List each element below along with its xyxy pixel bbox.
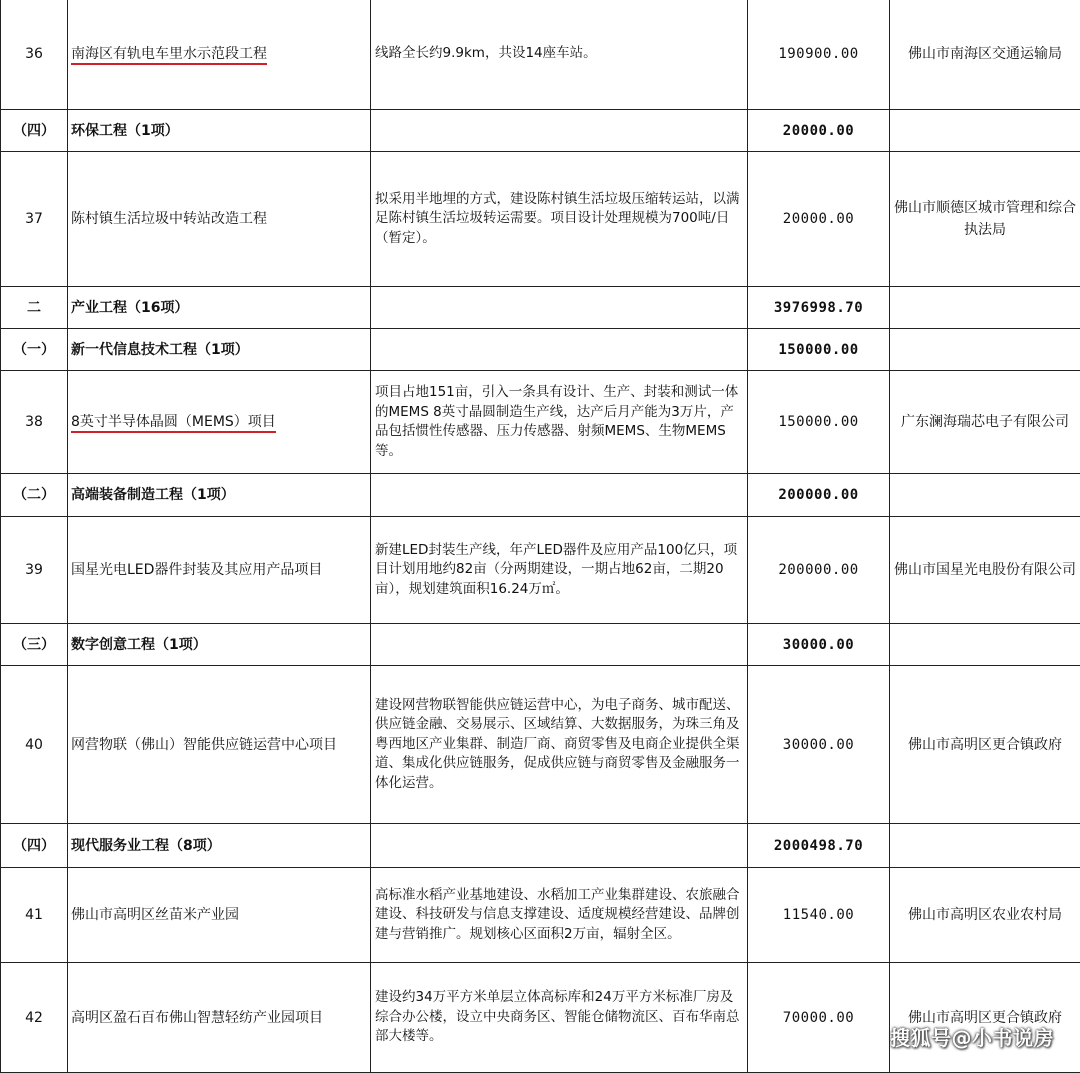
- responsible-unit: 佛山市南海区交通运输局: [890, 0, 1080, 110]
- section-row: [1, 474, 1080, 517]
- section-number: （二）: [1, 474, 68, 517]
- section-name: 现代服务业工程（8项）: [68, 824, 371, 868]
- section-amount: 2000498.70: [748, 824, 890, 868]
- table-row: [1, 963, 1080, 1073]
- responsible-unit: 佛山市高明区农业农村局: [890, 868, 1080, 963]
- table-row: [1, 152, 1080, 287]
- project-description: 高标准水稻产业基地建设、水稻加工产业集群建设、农旅融合建设、科技研发与信息支撑建设、适度规模经营建设、品牌创建与营销推广。规划核心区面积2万亩，辐射全区。: [371, 868, 748, 963]
- project-amount: 70000.00: [748, 963, 890, 1073]
- project-amount: 11540.00: [748, 868, 890, 963]
- row-number: 38: [1, 371, 68, 474]
- project-description: 建设网营物联智能供应链运营中心，为电子商务、城市配送、供应链金融、交易展示、区域结算、大数据服务，为珠三角及粤西地区产业集群、制造厂商、商贸零售及电商企业提供全渠道、集成化供应链服务，促成供应链与商贸零售及金融服务一体化运营。: [371, 666, 748, 824]
- row-number: 37: [1, 152, 68, 287]
- responsible-unit: 广东澜海瑞芯电子有限公司: [890, 371, 1080, 474]
- section-name: 数字创意工程（1项）: [68, 624, 371, 666]
- section-amount: 30000.00: [748, 624, 890, 666]
- watermark: 搜狐号@小书说房: [890, 1022, 1054, 1051]
- project-amount: 30000.00: [748, 666, 890, 824]
- project-amount: 200000.00: [748, 517, 890, 624]
- project-amount: 190900.00: [748, 0, 890, 110]
- section-number: （四）: [1, 824, 68, 868]
- section-row: [1, 110, 1080, 152]
- section-row: [1, 329, 1080, 371]
- section-number: 二: [1, 287, 68, 329]
- project-name: 网营物联（佛山）智能供应链运营中心项目: [68, 666, 371, 824]
- table-row: [1, 0, 1080, 110]
- responsible-unit: 佛山市顺德区城市管理和综合执法局: [890, 152, 1080, 287]
- section-amount: 200000.00: [748, 474, 890, 517]
- project-name: 国星光电LED器件封装及其应用产品项目: [68, 517, 371, 624]
- section-number: （四）: [1, 110, 68, 152]
- project-description: 拟采用半地埋的方式，建设陈村镇生活垃圾压缩转运站，以满足陈村镇生活垃圾转运需要。项目设计处理规模为700吨/日（暂定）。: [371, 152, 748, 287]
- row-number: 42: [1, 963, 68, 1073]
- project-name: 高明区盈石百布佛山智慧轻纺产业园项目: [68, 963, 371, 1073]
- section-number: （一）: [1, 329, 68, 371]
- table-row: [1, 868, 1080, 963]
- project-name: 佛山市高明区丝苗米产业园: [68, 868, 371, 963]
- project-name: 8英寸半导体晶圆（MEMS）项目: [71, 414, 276, 433]
- project-name: 南海区有轨电车里水示范段工程: [71, 46, 267, 65]
- project-description: 新建LED封装生产线，年产LED器件及应用产品100亿只，项目计划用地约82亩（分两期建设，一期占地62亩，二期20亩），规划建筑面积16.24万㎡。: [371, 517, 748, 624]
- responsible-unit: 佛山市高明区更合镇政府: [890, 963, 1080, 1073]
- table-row: [1, 666, 1080, 824]
- row-number: 39: [1, 517, 68, 624]
- responsible-unit: 佛山市高明区更合镇政府: [890, 666, 1080, 824]
- row-number: 36: [1, 0, 68, 110]
- table-row: [1, 371, 1080, 474]
- section-amount: 20000.00: [748, 110, 890, 152]
- section-row: [1, 624, 1080, 666]
- project-name: 陈村镇生活垃圾中转站改造工程: [68, 152, 371, 287]
- section-name: 高端装备制造工程（1项）: [68, 474, 371, 517]
- section-amount: 150000.00: [748, 329, 890, 371]
- project-description: 项目占地151亩，引入一条具有设计、生产、封装和测试一体的MEMS 8英寸晶圆制造生产线，达产后月产能为3万片，产品包括惯性传感器、压力传感器、射频MEMS、生物MEMS等。: [371, 371, 748, 474]
- section-amount: 3976998.70: [748, 287, 890, 329]
- responsible-unit: 佛山市国星光电股份有限公司: [890, 517, 1080, 624]
- project-amount: 150000.00: [748, 371, 890, 474]
- section-name: 产业工程（16项）: [68, 287, 371, 329]
- section-row: [1, 287, 1080, 329]
- project-amount: 20000.00: [748, 152, 890, 287]
- project-description: 线路全长约9.9km，共设14座车站。: [371, 0, 748, 110]
- section-row: [1, 824, 1080, 868]
- section-number: （三）: [1, 624, 68, 666]
- section-name: 环保工程（1项）: [68, 110, 371, 152]
- project-description: 建设约34万平方米单层立体高标库和24万平方米标准厂房及综合办公楼，设立中央商务区、智能仓储物流区、百布华南总部大楼等。: [371, 963, 748, 1073]
- section-name: 新一代信息技术工程（1项）: [68, 329, 371, 371]
- table-row: [1, 517, 1080, 624]
- row-number: 40: [1, 666, 68, 824]
- row-number: 41: [1, 868, 68, 963]
